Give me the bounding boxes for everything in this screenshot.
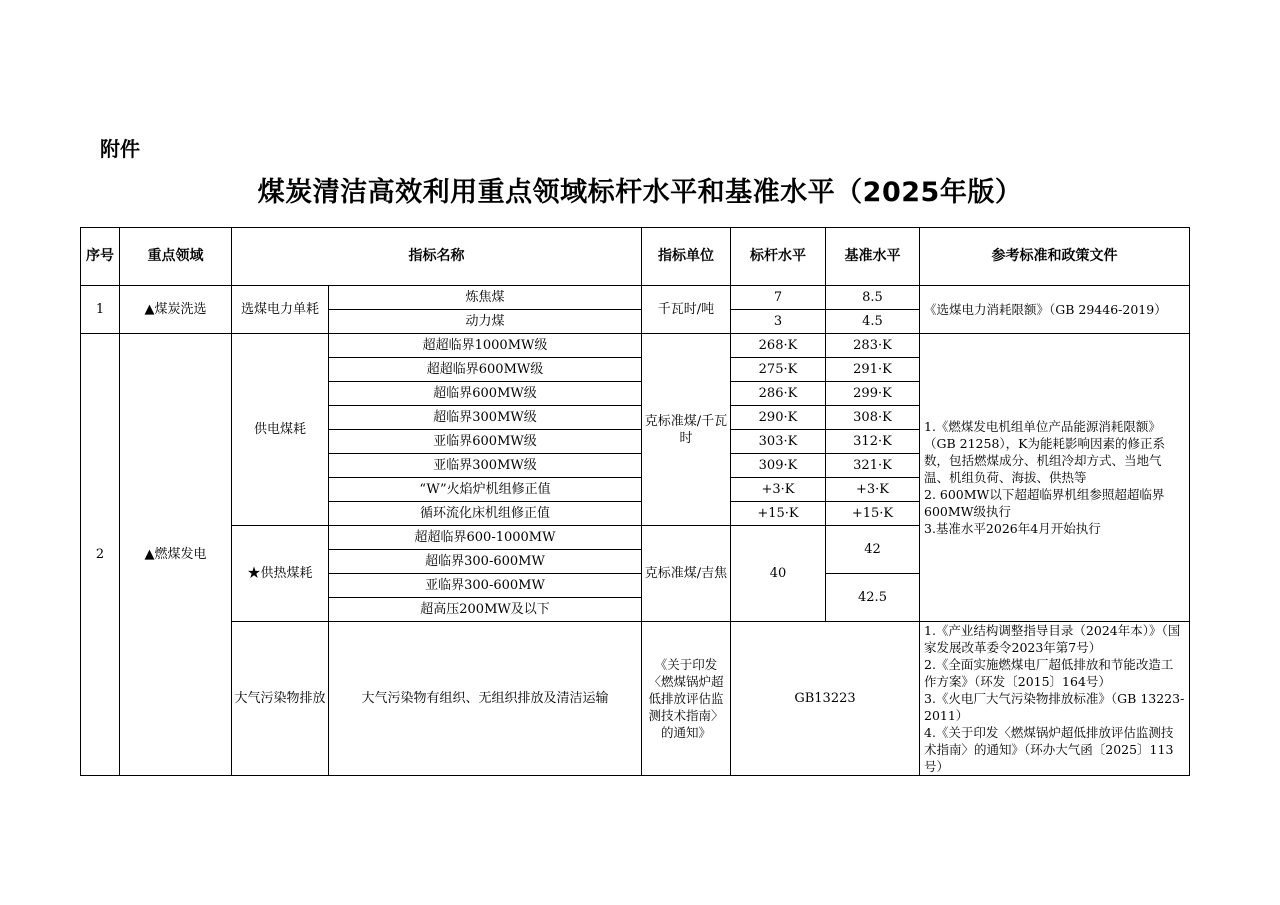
category-cell: ★供热煤耗 [232,526,329,622]
baseline-value: +3·K [826,478,920,502]
header-benchmark: 标杆水平 [731,228,826,286]
benchmark-value: 40 [731,526,826,622]
indicator-name: 超超临界600-1000MW [329,526,642,550]
attachment-label: 附件 [100,137,140,161]
indicator-name: 超临界300MW级 [329,406,642,430]
benchmark-value: 268·K [731,334,826,358]
benchmark-value: GB13223 [731,622,920,776]
indicator-name: 超超临界600MW级 [329,358,642,382]
indicator-name: 超高压200MW及以下 [329,598,642,622]
table-header-row [81,228,1190,286]
unit-cell: 克标准煤/千瓦时 [642,334,731,526]
header-baseline: 基准水平 [826,228,920,286]
indicator-name: 循环流化床机组修正值 [329,502,642,526]
benchmark-value: +3·K [731,478,826,502]
indicator-name: 超临界300-600MW [329,550,642,574]
baseline-value: 42 [826,526,920,574]
unit-cell: 千瓦时/吨 [642,286,731,334]
baseline-value: +15·K [826,502,920,526]
benchmark-value: 303·K [731,430,826,454]
benchmark-value: 286·K [731,382,826,406]
indicator-name: 大气污染物有组织、无组织排放及清洁运输 [329,622,642,776]
benchmark-value: 309·K [731,454,826,478]
field-cell: ▲燃煤发电 [120,334,232,776]
baseline-value: 321·K [826,454,920,478]
header-seq: 序号 [81,228,120,286]
category-cell: 选煤电力单耗 [232,286,329,334]
benchmark-value: 290·K [731,406,826,430]
indicator-name: 超临界600MW级 [329,382,642,406]
baseline-value: 42.5 [826,574,920,622]
category-cell: 大气污染物排放 [232,622,329,776]
baseline-value: 8.5 [826,286,920,310]
indicator-name: “W”火焰炉机组修正值 [329,478,642,502]
baseline-value: 299·K [826,382,920,406]
indicator-name: 亚临界300MW级 [329,454,642,478]
header-refs: 参考标准和政策文件 [920,228,1190,286]
reference-cell: 1.《燃煤发电机组单位产品能源消耗限额》（GB 21258），K为能耗影响因素的修正系数，包括燃煤成分、机组冷却方式、当地气温、机组负荷、海拔、供热等 2. 600MW以下超超临界机组参照超超临界600MW级执行 3.基准水平2026年4月开始执行 [920,334,1190,622]
document-title: 煤炭清洁高效利用重点领域标杆水平和基准水平（2025年版） [257,177,1023,208]
standards-table [80,227,1190,776]
benchmark-value: +15·K [731,502,826,526]
baseline-value: 4.5 [826,310,920,334]
baseline-value: 283·K [826,334,920,358]
baseline-value: 312·K [826,430,920,454]
indicator-name: 超超临界1000MW级 [329,334,642,358]
table-row [81,622,1190,776]
field-cell: ▲煤炭洗选 [120,286,232,334]
baseline-value: 308·K [826,406,920,430]
unit-cell: 《关于印发〈燃煤锅炉超低排放评估监测技术指南〉的通知》 [642,622,731,776]
table-row [81,286,1190,310]
benchmark-value: 275·K [731,358,826,382]
header-indicator: 指标名称 [232,228,642,286]
indicator-name: 亚临界300-600MW [329,574,642,598]
table-row [81,334,1190,358]
seq-cell: 1 [81,286,120,334]
benchmark-value: 3 [731,310,826,334]
unit-cell: 克标准煤/吉焦 [642,526,731,622]
indicator-name: 炼焦煤 [329,286,642,310]
category-cell: 供电煤耗 [232,334,329,526]
baseline-value: 291·K [826,358,920,382]
header-unit: 指标单位 [642,228,731,286]
seq-cell: 2 [81,334,120,776]
benchmark-value: 7 [731,286,826,310]
reference-cell: 《选煤电力消耗限额》（GB 29446-2019） [920,286,1190,334]
indicator-name: 动力煤 [329,310,642,334]
reference-cell: 1.《产业结构调整指导目录（2024年本）》（国家发展改革委令2023年第7号） 2.《全面实施燃煤电厂超低排放和节能改造工作方案》（环发〔2015〕164号） 3.《火电厂大气污染物排放标准》（GB 13223-2011） 4.《关于印发〈燃煤锅炉超低排放评估监测技术指南〉的通知》（环办大气函〔2025〕113号） [920,622,1190,776]
header-field: 重点领域 [120,228,232,286]
indicator-name: 亚临界600MW级 [329,430,642,454]
